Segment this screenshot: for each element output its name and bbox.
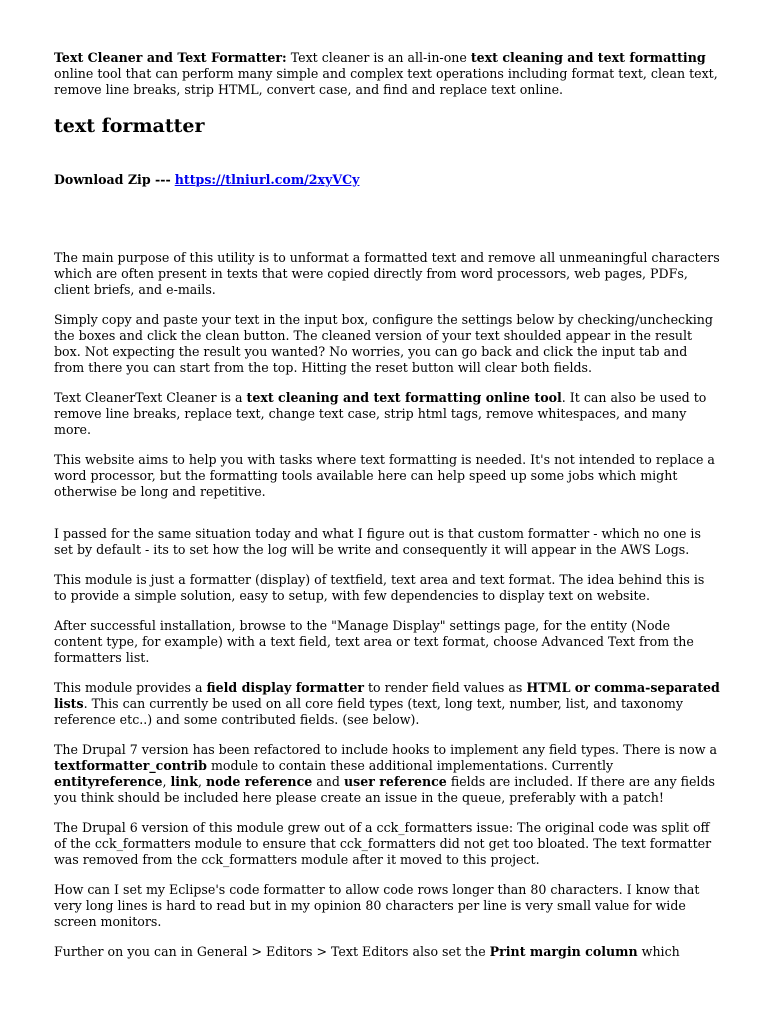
paragraph-print-margin — [54, 944, 720, 960]
paragraph-aws-logs: I passed for the same situation today and what I figure out is that custom formatter - which no one is set by default - its to set how the log will be write and consequently it will appear in the AWS Logs. — [54, 526, 701, 557]
p9-bold-j: user reference — [343, 774, 447, 789]
p9-text-i: and — [312, 774, 344, 789]
p9-bold-d: entityreference — [54, 774, 163, 789]
download-label: Download Zip --- — [54, 172, 171, 187]
p12-text-a: Further on you can in General > Editors > Text Editors also set the — [54, 944, 490, 959]
p3-text-c: . It can also be used to remove line breaks, replace text, change text case, strip html tags, remove whitespaces, and many more. — [54, 390, 707, 437]
download-line — [54, 172, 720, 188]
p3-bold: text cleaning and text formatting online tool — [246, 390, 562, 405]
p9-bold-f: link — [170, 774, 198, 789]
p9-bold-b: textformatter_contrib — [54, 758, 207, 773]
p9-bold-h: node reference — [205, 774, 313, 789]
paragraph-drupal-7 — [54, 742, 720, 806]
paragraph-field-formatter — [54, 680, 720, 728]
intro-paragraph — [54, 50, 720, 98]
p8-text-e: . This can currently be used on all core field types (text, long text, number, list, and taxonomy reference etc..) and some contributed fields. (see below). — [54, 696, 683, 727]
paragraph-purpose: The main purpose of this utility is to unformat a formatted text and remove all unmeaningful characters which are often present in texts that were copied directly from word processors, web pages, PDFs, client briefs, and e-mails. — [54, 250, 720, 297]
p9-text-a: The Drupal 7 version has been refactored to include hooks to implement any field types. There is now a — [54, 742, 717, 757]
p8-text-c: to render field values as — [363, 680, 527, 695]
p12-text-c: which — [637, 944, 680, 959]
p9-text-c: module to contain these additional implementations. Currently — [206, 758, 614, 773]
download-link[interactable]: https://tlniurl.com/2xyVCy — [174, 172, 360, 187]
paragraph-website-aims: This website aims to help you with tasks where text formatting is needed. It's not intended to replace a word processor, but the formatting tools available here can help speed up some jobs which might otherwise be long and repetitive. — [54, 452, 715, 499]
paragraph-text-cleaner — [54, 390, 720, 438]
intro-lead: Text Cleaner and Text Formatter: — [54, 50, 287, 65]
p8-bold-d: HTML or comma-separated lists — [54, 680, 720, 711]
intro-bold-1: text cleaning and text formatting — [470, 50, 706, 65]
paragraph-instructions: Simply copy and paste your text in the input box, configure the settings below by checking/unchecking the boxes and click the clean button. The cleaned version of your text shoulded appear in the result box. Not expecting the result you wanted? No worries, you can go back and click the input tab and from there you can start from the top. Hitting the reset button will clear both fields. — [54, 312, 713, 375]
p8-text-a: This module provides a — [54, 680, 207, 695]
p9-text-e: , — [162, 774, 171, 789]
paragraph-module-formatter: This module is just a formatter (display) of textfield, text area and text format. The idea behind this is to provide a simple solution, easy to setup, with few dependencies to display text on website. — [54, 572, 705, 603]
paragraph-drupal-6: The Drupal 6 version of this module grew out of a cck_formatters issue: The original code was split off of the cck_formatters module to ensure that cck_formatters did not get too bloated. The text formatter was removed from the cck_formatters module after it moved to this project. — [54, 820, 712, 867]
p12-bold-b: Print margin column — [489, 944, 638, 959]
page-title: text formatter — [54, 115, 205, 137]
p9-text-g: , — [197, 774, 206, 789]
paragraph-installation: After successful installation, browse to the "Manage Display" settings page, for the entity (Node content type, for example) with a text field, text area or text format, choose Advanced Text from the formatters list. — [54, 618, 694, 665]
p9-text-k: fields are included. If there are any fields you think should be included here please create an issue in the queue, preferably with a patch! — [54, 774, 715, 805]
p3-text-a: Text CleanerText Cleaner is a — [54, 390, 247, 405]
paragraph-eclipse: How can I set my Eclipse's code formatter to allow code rows longer than 80 characters. I know that very long lines is hard to read but in my opinion 80 characters per line is very small value for wide screen monitors. — [54, 882, 700, 929]
intro-text-2: online tool that can perform many simple and complex text operations including format text, clean text, remove line breaks, strip HTML, convert case, and find and replace text online. — [54, 66, 718, 97]
p8-bold-b: field display formatter — [206, 680, 364, 695]
intro-text-1: Text cleaner is an all-in-one — [286, 50, 471, 65]
